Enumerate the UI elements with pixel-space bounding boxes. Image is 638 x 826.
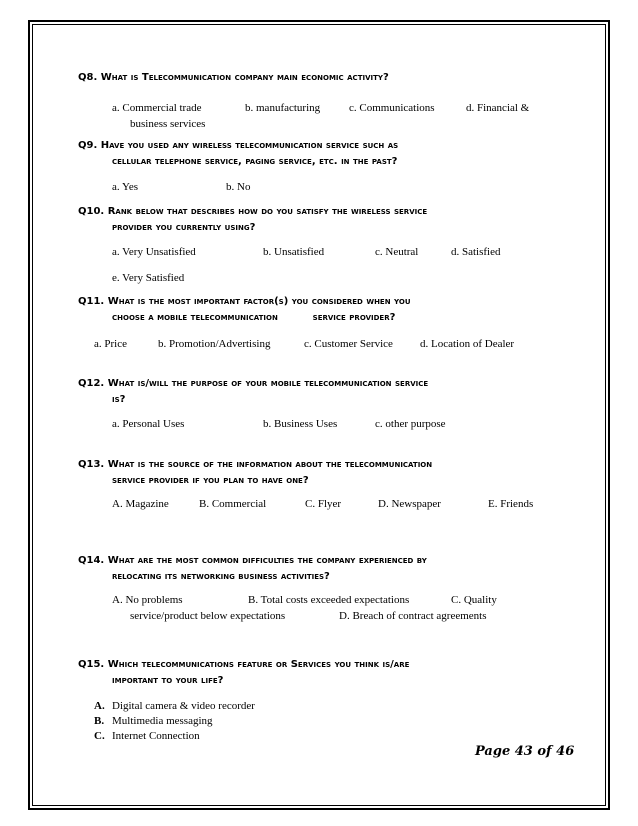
- question-8-text: Q8. What is Telecommunication company main economic activity?: [78, 72, 389, 83]
- q8-option-d: d. Financial &: [466, 102, 530, 114]
- q12-option-c: c. other purpose: [375, 418, 446, 430]
- q14-option-d: D. Breach of contract agreements: [339, 610, 487, 622]
- question-9-line1: Q9. Have you used any wireless telecommunication service such as: [78, 140, 399, 151]
- q14-option-c-cont: service/product below expectations: [130, 610, 286, 622]
- question-12-line2: is?: [112, 394, 126, 405]
- q13-option-a: A. Magazine: [112, 498, 169, 510]
- q10-option-c: c. Neutral: [375, 246, 419, 258]
- question-8: [78, 70, 558, 86]
- question-13-line1: Q13. What is the source of the information about the telecommunication: [78, 459, 433, 470]
- q11-option-a: a. Price: [94, 338, 127, 350]
- q8-option-c: c. Communications: [349, 102, 435, 114]
- question-11-line2: choose a mobile telecommunication service provider?: [112, 312, 396, 323]
- q15-item-a-letter: A.: [94, 700, 105, 712]
- question-15: [78, 657, 558, 689]
- q12-option-a: a. Personal Uses: [112, 418, 185, 430]
- question-11-line1: Q11. What is the most important factor(s) you considered when you: [78, 296, 411, 307]
- q11-option-b: b. Promotion/Advertising: [158, 338, 271, 350]
- q10-option-b: b. Unsatisfied: [263, 246, 325, 258]
- q15-item-a: Digital camera & video recorder: [112, 700, 255, 712]
- q13-option-c: C. Flyer: [305, 498, 342, 510]
- q10-option-d: d. Satisfied: [451, 246, 501, 258]
- q14-option-c: C. Quality: [451, 594, 497, 606]
- q10-option-e: e. Very Satisfied: [112, 272, 185, 284]
- page-number: Page 43 of 46: [475, 744, 575, 759]
- question-14: [78, 553, 558, 585]
- question-9: [78, 138, 558, 170]
- q13-option-e: E. Friends: [488, 498, 534, 510]
- q13-option-d: D. Newspaper: [378, 498, 441, 510]
- question-10: [78, 204, 558, 236]
- q9-option-a: a. Yes: [112, 181, 138, 193]
- q9-option-b: b. No: [226, 181, 251, 193]
- question-14-line1: Q14. What are the most common difficulties the company experienced by: [78, 555, 427, 566]
- question-10-line1: Q10. Rank below that describes how do you satisfy the wireless service: [78, 206, 428, 217]
- q11-option-c: c. Customer Service: [304, 338, 393, 350]
- question-15-line1: Q15. Which telecommunications feature or Services you think is/are: [78, 659, 410, 670]
- q10-option-a: a. Very Unsatisfied: [112, 246, 196, 258]
- q8-option-a: a. Commercial trade: [112, 102, 202, 114]
- question-10-line2: provider you currently using?: [112, 222, 256, 233]
- q14-option-a: A. No problems: [112, 594, 183, 606]
- q13-option-b: B. Commercial: [199, 498, 267, 510]
- question-11: [78, 294, 558, 326]
- q12-option-b: b. Business Uses: [263, 418, 338, 430]
- q8-option-b: b. manufacturing: [245, 102, 321, 114]
- q8-option-d-cont: business services: [130, 118, 206, 130]
- q11-option-d: d. Location of Dealer: [420, 338, 515, 350]
- q15-item-b-letter: B.: [94, 715, 105, 727]
- question-14-line2: relocating its networking business activities?: [112, 571, 330, 582]
- question-13: [78, 457, 558, 489]
- question-15-line2: important to your life?: [112, 675, 224, 686]
- question-9-line2: cellular telephone service, paging service, etc. in the past?: [112, 156, 398, 167]
- q15-item-c-letter: C.: [94, 730, 105, 742]
- question-12: [78, 376, 558, 408]
- q14-option-b: B. Total costs exceeded expectations: [248, 594, 410, 606]
- q15-item-b: Multimedia messaging: [112, 715, 213, 727]
- question-13-line2: service provider if you plan to have one?: [112, 475, 309, 486]
- q15-item-c: Internet Connection: [112, 730, 200, 742]
- question-12-line1: Q12. What is/will the purpose of your mobile telecommunication service: [78, 378, 429, 389]
